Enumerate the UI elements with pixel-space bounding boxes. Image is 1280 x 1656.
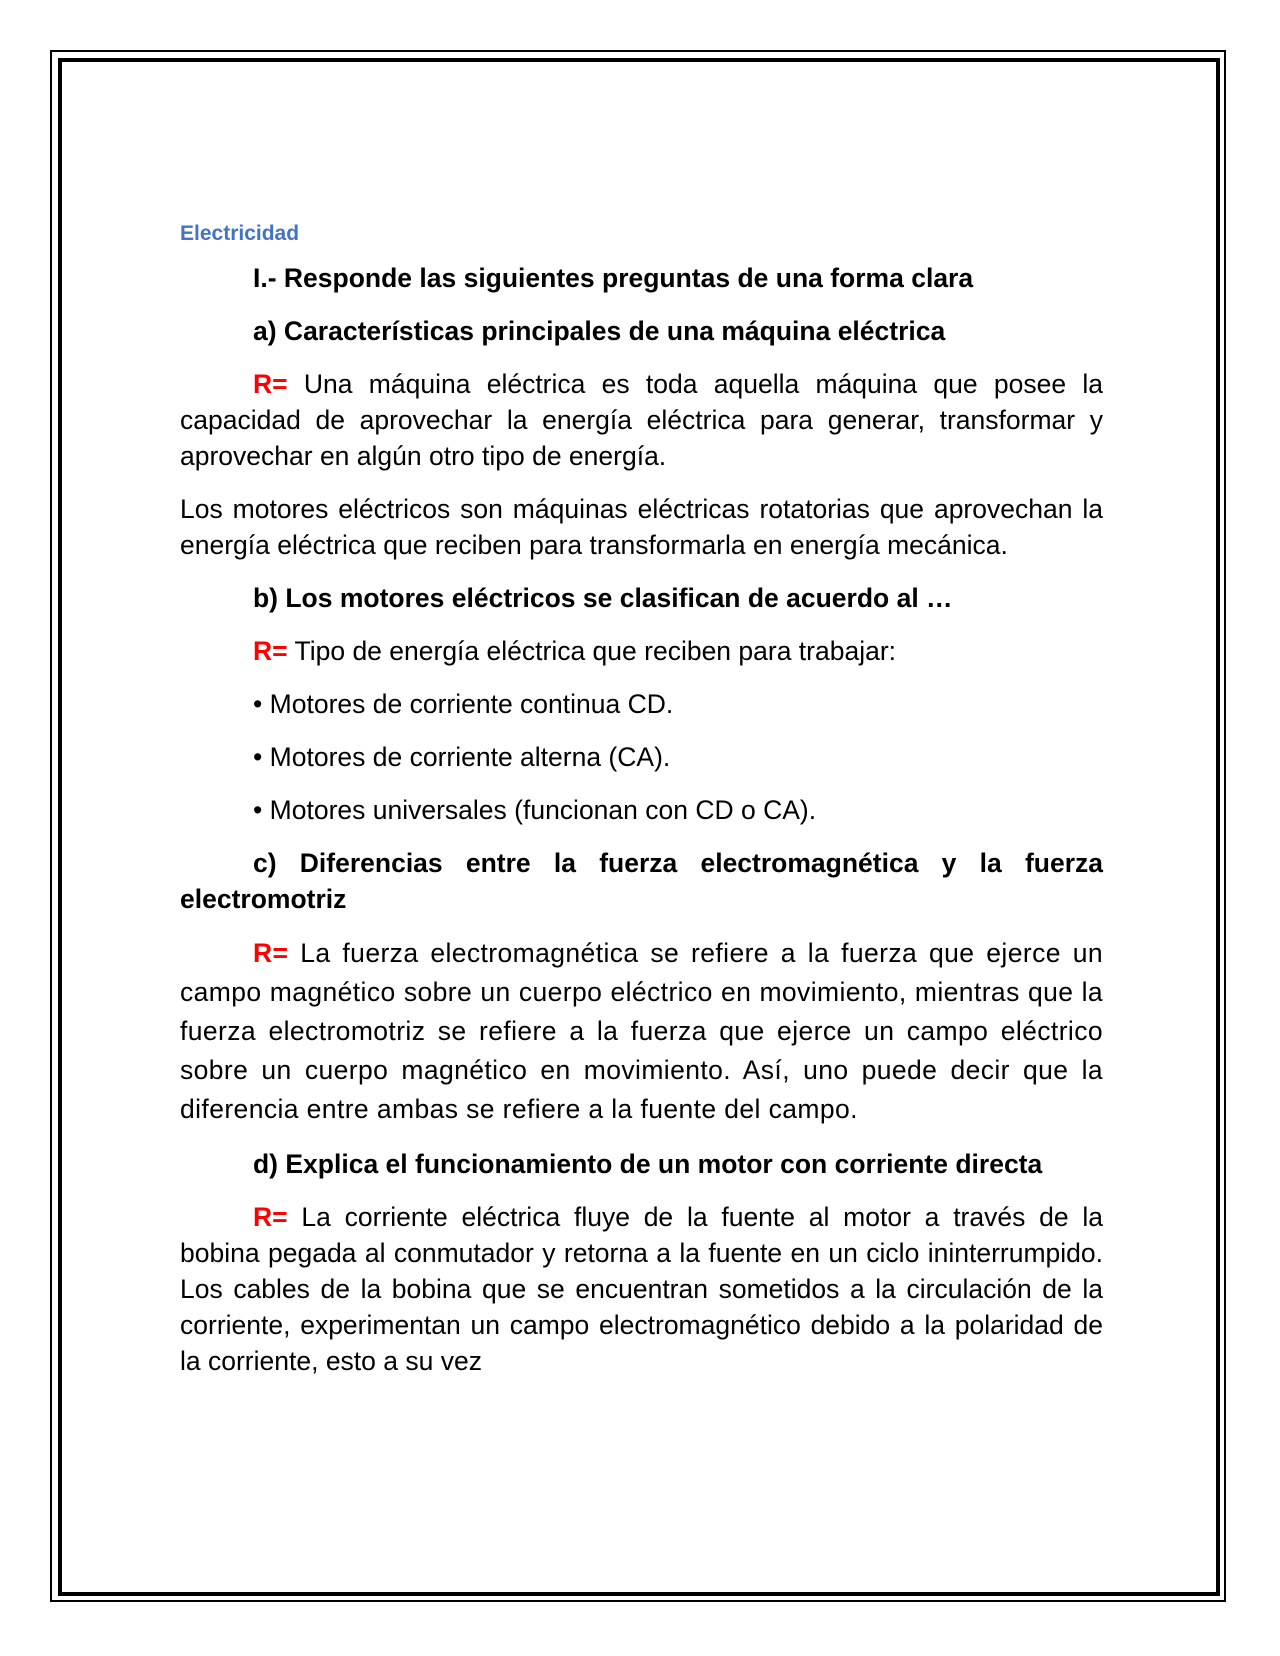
paragraph-a2: Los motores eléctricos son máquinas eléctricas rotatorias que aprovechan la energía eléctrica que reciben para transformarla en energía mecánica. — [180, 494, 1103, 560]
subject-title: Electricidad — [180, 222, 300, 245]
answer-d-text: La corriente eléctrica fluye de la fuente al motor a través de la bobina pegada al conmutador y retorna a la fuente en un ciclo ininterrumpido. Los cables de la bobina que se encuentran sometidos a la circulación de la corriente, experimentan un campo electromagnético debido a la polaridad de la corriente, esto a su vez — [180, 1202, 1103, 1376]
section-title: I.- Responde las siguientes preguntas de una forma clara — [253, 263, 974, 293]
question-c: c) Diferencias entre la fuerza electromagnética y la fuerza electromotriz — [180, 848, 1103, 914]
answer-marker: R= — [253, 1202, 288, 1232]
answer-marker: R= — [253, 938, 289, 968]
bullet-icon: • — [253, 689, 263, 719]
question-a: a) Características principales de una máquina eléctrica — [253, 316, 946, 346]
answer-b — [180, 633, 1103, 669]
answer-a-text: Una máquina eléctrica es toda aquella máquina que posee la capacidad de aprovechar la energía eléctrica para generar, transformar y aprovechar en algún otro tipo de energía. — [180, 369, 1103, 471]
list-item: • Motores de corriente continua CD. — [253, 689, 674, 719]
answer-b-text: Tipo de energía eléctrica que reciben para trabajar: — [287, 636, 897, 666]
bullet-icon: • — [253, 742, 263, 772]
document-body — [180, 220, 1103, 1396]
bullet-icon: • — [253, 795, 263, 825]
answer-c-text: La fuerza electromagnética se refiere a la fuerza que ejerce un campo magnético sobre un cuerpo eléctrico en movimiento, mientras que la fuerza electromotriz se refiere a la fuerza que ejerce un campo eléctrico sobre un cuerpo magnético en movimiento. Así, uno puede decir que la diferencia entre ambas se refiere a la fuente del campo. — [180, 938, 1103, 1124]
answer-c — [180, 934, 1103, 1129]
question-d: d) Explica el funcionamiento de un motor con corriente directa — [253, 1149, 1043, 1179]
question-b: b) Los motores eléctricos se clasifican de acuerdo al … — [253, 583, 953, 613]
list-item: • Motores de corriente alterna (CA). — [253, 742, 671, 772]
answer-marker: R= — [253, 636, 288, 666]
answer-marker: R= — [253, 369, 288, 399]
list-item: • Motores universales (funcionan con CD o CA). — [253, 795, 817, 825]
answer-d — [180, 1199, 1103, 1379]
answer-a — [180, 366, 1103, 474]
